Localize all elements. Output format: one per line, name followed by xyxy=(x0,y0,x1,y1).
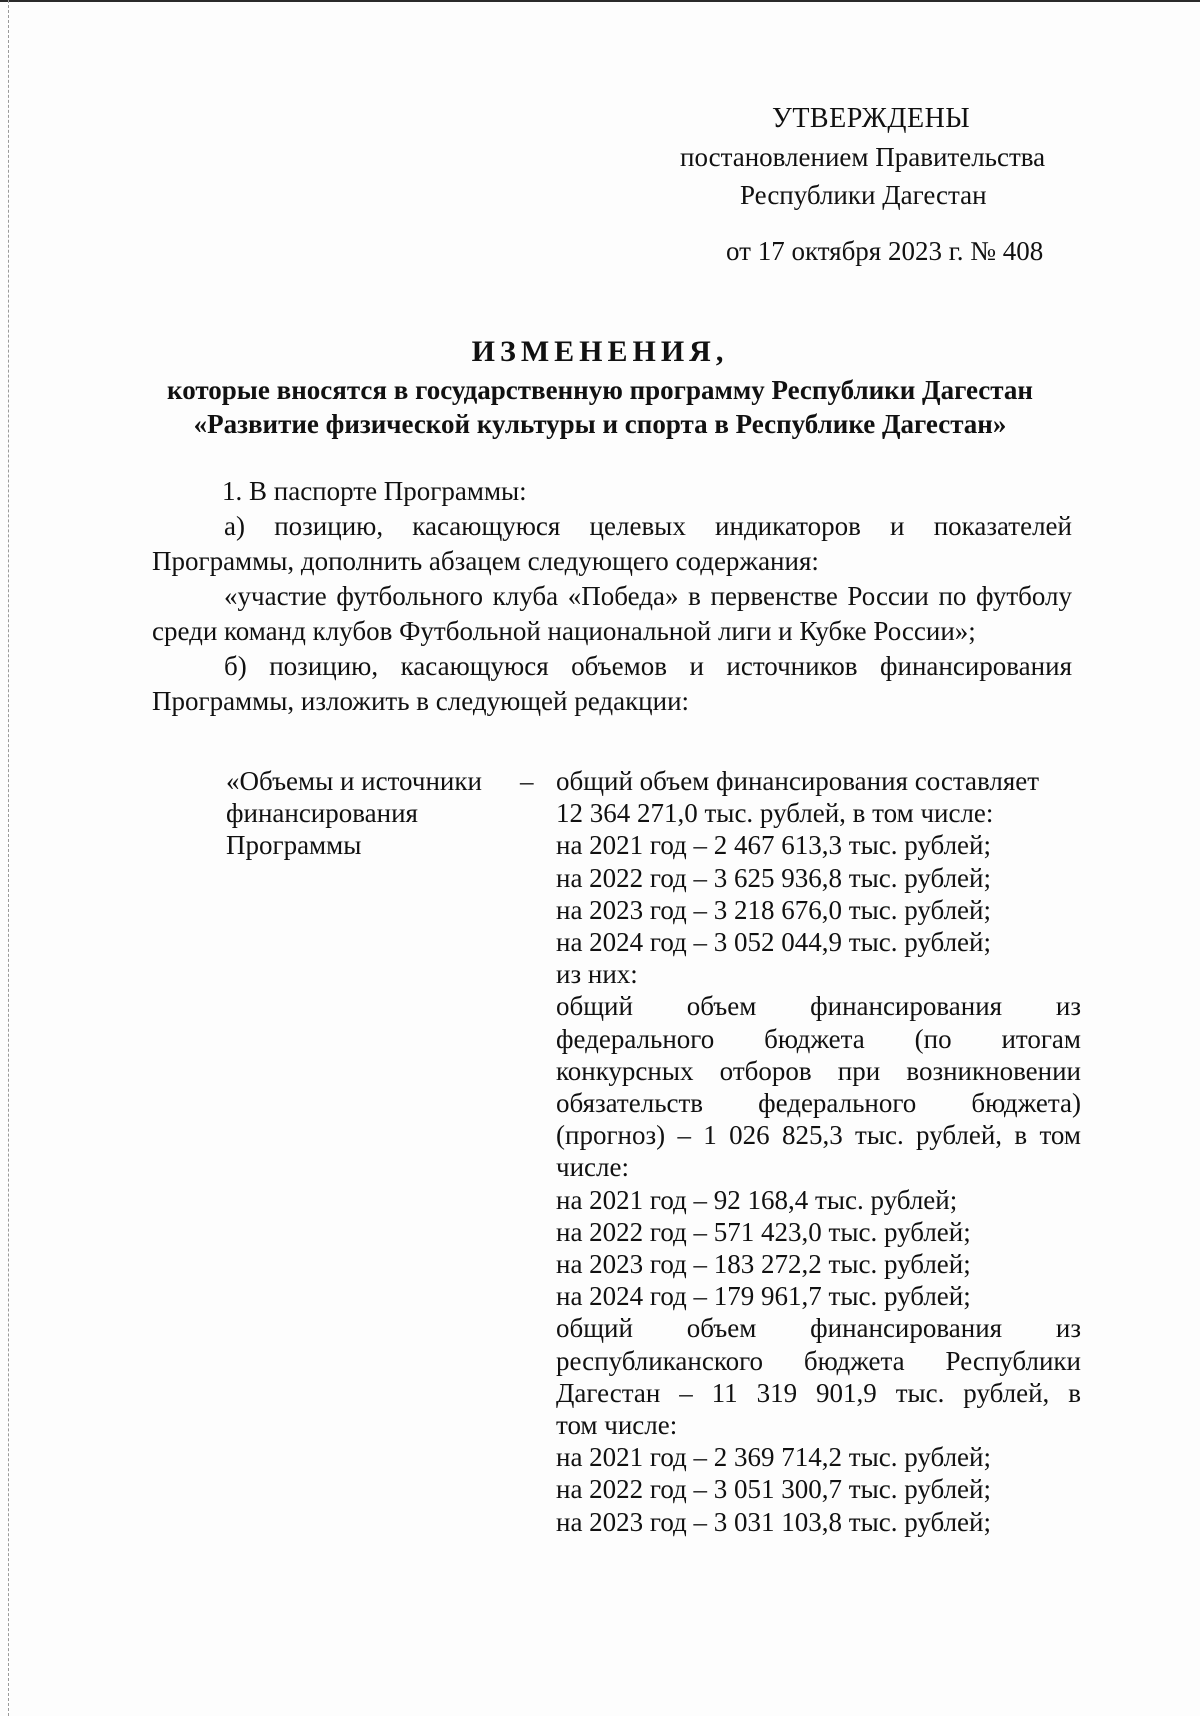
passport-content-line: на 2023 год – 3 031 103,8 тыс. рублей; xyxy=(556,1506,991,1537)
passport-content-line: общий объем финансирования из xyxy=(556,991,1081,1022)
paragraph-4: б) позицию, касающуюся объемов и источников финансирования Программы, изложить в следующей редакции: xyxy=(152,651,1072,716)
passport-content-line: на 2024 год – 3 052 044,9 тыс. рублей; xyxy=(556,927,991,958)
paragraph-3: «участие футбольного клуба «Победа» в первенстве России по футболу среди команд клубов Футбольной национальной лиги и Кубке России»; xyxy=(152,581,1072,646)
passport-content-line: обязательств федерального бюджета) xyxy=(556,1088,1081,1119)
passport-content-line: общий объем финансирования из xyxy=(556,1313,1081,1344)
approval-line-1: постановлением Правительства xyxy=(680,142,1046,172)
paragraph-1: 1. В паспорте Программы: xyxy=(222,476,527,506)
scan-top-edge xyxy=(0,0,1200,2)
passport-content-line: Дагестан – 11 319 901,9 тыс. рублей, в xyxy=(556,1377,1081,1408)
passport-content-line: конкурсных отборов при возникновении xyxy=(556,1055,1081,1086)
passport-label xyxy=(226,765,526,862)
passport-content-line: на 2021 год – 92 168,4 тыс. рублей; xyxy=(556,1184,958,1215)
passport-content-line: республиканского бюджета Республики xyxy=(556,1345,1081,1376)
heading-title: ИЗМЕНЕНИЯ, xyxy=(471,335,729,368)
approval-title: УТВЕРЖДЕНЫ xyxy=(772,103,971,134)
passport-content-line: на 2022 год – 571 423,0 тыс. рублей; xyxy=(556,1216,971,1247)
passport-content-line: общий объем финансирования составляет xyxy=(556,766,1040,796)
passport-label-line: «Объемы и источники xyxy=(226,766,482,796)
passport-content-line: на 2023 год – 3 218 676,0 тыс. рублей; xyxy=(556,894,991,925)
passport-content-line: на 2022 год – 3 625 936,8 тыс. рублей; xyxy=(556,862,991,893)
heading-line-1: которые вносятся в государственную программу Республики Дагестан xyxy=(167,375,1033,405)
passport-content-line: на 2021 год – 2 369 714,2 тыс. рублей; xyxy=(556,1442,991,1473)
scan-left-edge xyxy=(8,0,10,1716)
passport-content-line: (прогноз) – 1 026 825,3 тыс. рублей, в том xyxy=(556,1120,1081,1151)
document-heading xyxy=(120,335,1080,441)
passport-content-line: из них: xyxy=(556,959,638,990)
passport-content-line: 12 364 271,0 тыс. рублей, в том числе: xyxy=(556,798,994,829)
paragraph-2: а) позицию, касающуюся целевых индикаторов и показателей Программы, дополнить абзацем следующего содержания: xyxy=(152,511,1072,576)
passport-content-line: на 2022 год – 3 051 300,7 тыс. рублей; xyxy=(556,1474,991,1505)
passport-content-line: числе: xyxy=(556,1152,629,1183)
passport-label-line: финансирования xyxy=(226,798,418,829)
heading-line-2: «Развитие физической культуры и спорта в Республике Дагестан» xyxy=(193,409,1007,439)
passport-label-line: Программы xyxy=(226,830,362,861)
approval-date: от 17 октября 2023 г. № 408 xyxy=(726,236,1044,266)
document-body xyxy=(152,474,1072,719)
approval-block xyxy=(640,100,1100,270)
passport-content-line: на 2024 год – 179 961,7 тыс. рублей; xyxy=(556,1281,971,1312)
approval-line-2: Республики Дагестан xyxy=(740,180,987,210)
passport-content xyxy=(556,765,1081,1538)
passport-dash: – xyxy=(520,766,534,796)
passport-content-line: на 2023 год – 183 272,2 тыс. рублей; xyxy=(556,1249,971,1280)
passport-content-line: том числе: xyxy=(556,1410,678,1441)
passport-content-line: федерального бюджета (по итогам xyxy=(556,1023,1081,1054)
passport-content-line: на 2021 год – 2 467 613,3 тыс. рублей; xyxy=(556,830,991,861)
